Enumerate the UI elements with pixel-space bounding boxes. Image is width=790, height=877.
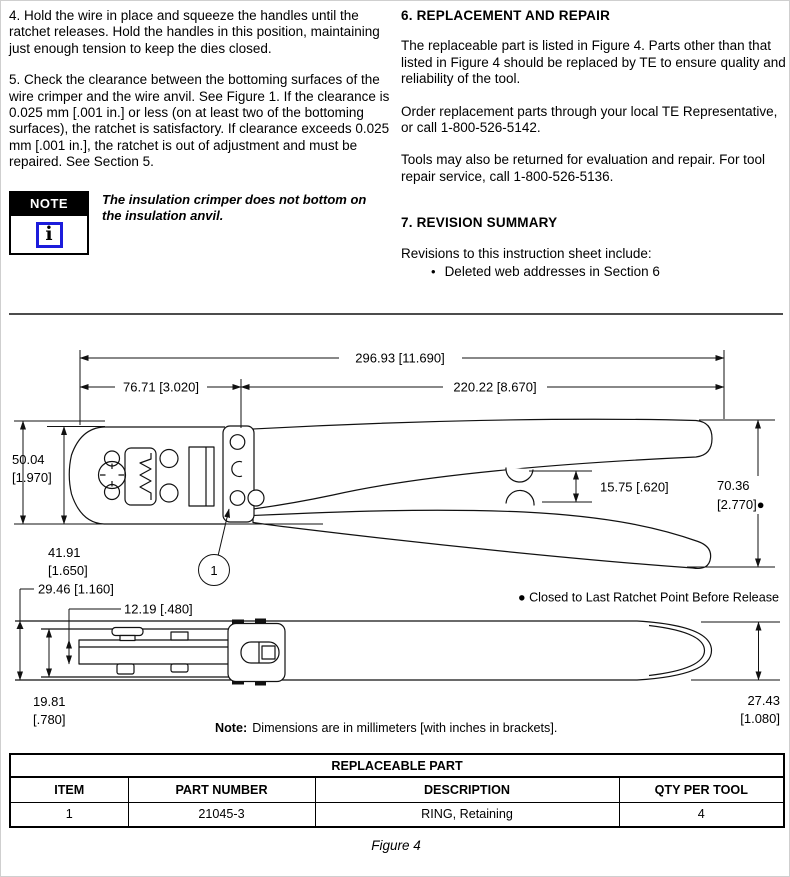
replaceable-part-table bbox=[9, 753, 785, 828]
info-icon bbox=[11, 216, 87, 253]
step-5-text: 5. Check the clearance between the bottoming surfaces of the wire crimper and the wire anvil. See Figure 1. If the clearance is 0.025 mm [.001 in.] or less (on at least two of the bottoming surfaces), the ratchet is satisfactory. If clearance exceeds 0.025 mm [.001 in.], the ratchet is out of adjustment and must be repaired. See Section 5. bbox=[9, 72, 390, 170]
crimp-tool-top-view bbox=[15, 619, 712, 686]
section-7-intro: Revisions to this instruction sheet include: bbox=[401, 245, 652, 261]
figure-note-text: Dimensions are in millimeters [with inches in brackets]. bbox=[252, 721, 558, 735]
cell-item: 1 bbox=[10, 802, 128, 827]
table-row bbox=[10, 802, 784, 827]
revision-item-text: Deleted web addresses in Section 6 bbox=[444, 264, 660, 280]
right-column bbox=[401, 8, 787, 280]
figure-4-drawing bbox=[1, 312, 790, 754]
figure-note-label: Note: bbox=[215, 721, 248, 735]
note-box bbox=[9, 191, 89, 255]
section-6-para-1: The replaceable part is listed in Figure 4. Parts other than that listed in Figure 4 should be replaced by TE to ensure quality and reliability of the tool. bbox=[401, 38, 786, 87]
info-icon-glyph: i bbox=[36, 222, 63, 248]
dim-jaw-height-mm-label: 41.91 bbox=[48, 545, 81, 560]
figure-legend: ● Closed to Last Ratchet Point Before Release bbox=[517, 590, 779, 605]
dim-bar-height-label: 12.19 [.480] bbox=[124, 601, 193, 617]
table-title: REPLACEABLE PART bbox=[10, 754, 784, 777]
col-header-qty: QTY PER TOOL bbox=[619, 777, 784, 802]
dim-ratchet-gap-label: 15.75 [.620] bbox=[600, 479, 669, 495]
note-row bbox=[9, 191, 392, 255]
dim-body-height-in-label: [.780] bbox=[33, 712, 66, 727]
dim-body-height-mm-label: 19.81 bbox=[33, 694, 66, 709]
dim-head-height-in-label: [1.970] bbox=[12, 470, 52, 485]
section-6-para-2: Order replacement parts through your local TE Representative, or call 1-800-526-5142. bbox=[401, 103, 778, 136]
dim-handle-length-label: 220.22 [8.670] bbox=[453, 379, 537, 395]
bullet-icon: • bbox=[431, 264, 436, 280]
note-label: NOTE bbox=[11, 193, 87, 216]
table-header-row bbox=[10, 777, 784, 802]
cell-description: RING, Retaining bbox=[315, 802, 619, 827]
dim-overall-length-label: 296.93 [11.690] bbox=[355, 350, 445, 366]
step-4-text: 4. Hold the wire in place and squeeze the handles until the ratchet releases. Hold the handles in this position, maintaining just enough tension to keep the dies closed. bbox=[9, 8, 380, 56]
section-6-para-3: Tools may also be returned for evaluation and repair. For tool repair service, call 1-800-526-5136. bbox=[401, 152, 765, 184]
figure-note-line bbox=[215, 721, 557, 735]
dim-head-length-label: 76.71 [3.020] bbox=[123, 379, 199, 395]
col-header-part-number: PART NUMBER bbox=[128, 777, 315, 802]
dim-head-height-mm-label: 50.04 bbox=[12, 452, 45, 467]
dim-top-view-height-label: 29.46 [1.160] bbox=[38, 581, 114, 597]
section-7-heading: 7. REVISION SUMMARY bbox=[401, 215, 558, 231]
dim-handle-spread-in-label: [2.770]● bbox=[717, 497, 765, 512]
section-6-heading: 6. REPLACEMENT AND REPAIR bbox=[401, 8, 611, 23]
cell-qty: 4 bbox=[619, 802, 784, 827]
col-header-item: ITEM bbox=[10, 777, 128, 802]
revision-list-item bbox=[401, 264, 787, 280]
col-header-description: DESCRIPTION bbox=[315, 777, 619, 802]
callout-1-label: 1 bbox=[210, 563, 218, 578]
figure-caption: Figure 4 bbox=[371, 838, 421, 853]
note-text: The insulation crimper does not bottom on the insulation anvil. bbox=[102, 191, 367, 224]
dim-handle-spread-mm-label: 70.36 bbox=[717, 478, 750, 493]
cell-part-number: 21045-3 bbox=[128, 802, 315, 827]
left-column bbox=[9, 8, 392, 255]
dim-tip-height-mm-label: 27.43 bbox=[747, 693, 780, 708]
dim-jaw-height-in-label: [1.650] bbox=[48, 563, 88, 578]
dim-tip-height-in-label: [1.080] bbox=[740, 711, 780, 726]
